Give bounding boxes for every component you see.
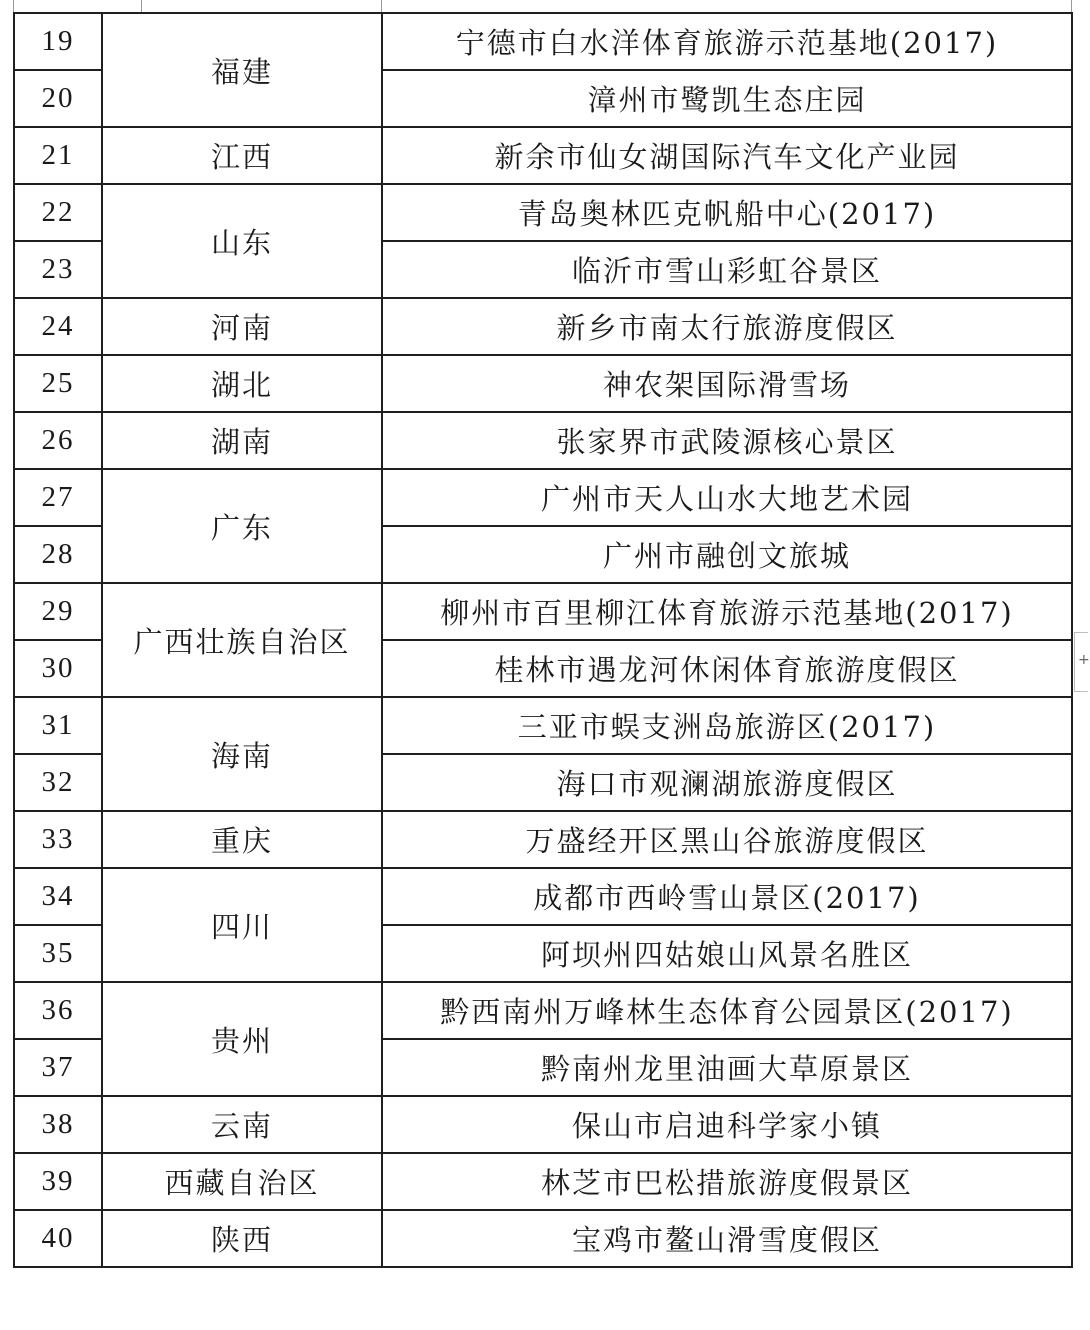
base-name-cell: 新余市仙女湖国际汽车文化产业园 — [382, 127, 1072, 184]
row-number-cell: 21 — [14, 127, 102, 184]
table-body — [14, 13, 1072, 1267]
table-resize-handle[interactable] — [1074, 632, 1088, 692]
base-name-cell: 张家界市武陵源核心景区 — [382, 412, 1072, 469]
row-number-cell: 37 — [14, 1039, 102, 1096]
base-name-cell: 保山市启迪科学家小镇 — [382, 1096, 1072, 1153]
province-cell: 河南 — [102, 298, 382, 355]
table-row — [14, 1210, 1072, 1267]
row-number-cell: 30 — [14, 640, 102, 697]
base-name-cell: 林芝市巴松措旅游度假景区 — [382, 1153, 1072, 1210]
base-name-cell: 三亚市蜈支洲岛旅游区(2017) — [382, 697, 1072, 754]
table-row — [14, 184, 1072, 241]
row-number-cell: 24 — [14, 298, 102, 355]
row-number-cell: 25 — [14, 355, 102, 412]
table-row — [14, 298, 1072, 355]
table-row — [14, 412, 1072, 469]
base-name-cell: 宁德市白水洋体育旅游示范基地(2017) — [382, 13, 1072, 70]
province-cell: 湖南 — [102, 412, 382, 469]
table-row — [14, 355, 1072, 412]
base-name-cell: 神农架国际滑雪场 — [382, 355, 1072, 412]
base-name-cell: 阿坝州四姑娘山风景名胜区 — [382, 925, 1072, 982]
row-number-cell: 40 — [14, 1210, 102, 1267]
row-number-cell: 36 — [14, 982, 102, 1039]
base-name-cell: 黔南州龙里油画大草原景区 — [382, 1039, 1072, 1096]
row-number-cell: 22 — [14, 184, 102, 241]
base-name-cell: 广州市天人山水大地艺术园 — [382, 469, 1072, 526]
province-cell: 贵州 — [102, 982, 382, 1096]
base-name-cell: 黔西南州万峰林生态体育公园景区(2017) — [382, 982, 1072, 1039]
add-row-icon[interactable]: + — [1078, 652, 1090, 668]
base-name-cell: 临沂市雪山彩虹谷景区 — [382, 241, 1072, 298]
table-row — [14, 1153, 1072, 1210]
table-row — [14, 127, 1072, 184]
province-cell: 广西壮族自治区 — [102, 583, 382, 697]
table-row — [14, 13, 1072, 70]
base-name-cell: 广州市融创文旅城 — [382, 526, 1072, 583]
province-cell: 江西 — [102, 127, 382, 184]
table-row — [14, 982, 1072, 1039]
base-list-table — [13, 12, 1073, 1268]
row-number-cell: 19 — [14, 13, 102, 70]
table-row — [14, 469, 1072, 526]
border-tick — [1071, 0, 1072, 12]
row-number-cell: 23 — [14, 241, 102, 298]
row-number-cell: 28 — [14, 526, 102, 583]
row-number-cell: 32 — [14, 754, 102, 811]
row-number-cell: 35 — [14, 925, 102, 982]
base-name-cell: 成都市西岭雪山景区(2017) — [382, 868, 1072, 925]
base-name-cell: 柳州市百里柳江体育旅游示范基地(2017) — [382, 583, 1072, 640]
base-name-cell: 万盛经开区黑山谷旅游度假区 — [382, 811, 1072, 868]
base-name-cell: 青岛奥林匹克帆船中心(2017) — [382, 184, 1072, 241]
province-cell: 西藏自治区 — [102, 1153, 382, 1210]
base-name-cell: 新乡市南太行旅游度假区 — [382, 298, 1072, 355]
province-cell: 陕西 — [102, 1210, 382, 1267]
border-tick — [381, 0, 382, 12]
table-row — [14, 1096, 1072, 1153]
border-tick — [141, 0, 142, 12]
row-number-cell: 33 — [14, 811, 102, 868]
province-cell: 湖北 — [102, 355, 382, 412]
province-cell: 四川 — [102, 868, 382, 982]
province-cell: 山东 — [102, 184, 382, 298]
row-number-cell: 29 — [14, 583, 102, 640]
table-row — [14, 583, 1072, 640]
row-number-cell: 31 — [14, 697, 102, 754]
base-name-cell: 宝鸡市鳌山滑雪度假区 — [382, 1210, 1072, 1267]
province-cell: 云南 — [102, 1096, 382, 1153]
base-name-cell: 桂林市遇龙河休闲体育旅游度假区 — [382, 640, 1072, 697]
base-name-cell: 漳州市鹭凯生态庄园 — [382, 70, 1072, 127]
province-cell: 重庆 — [102, 811, 382, 868]
row-number-cell: 26 — [14, 412, 102, 469]
province-cell: 广东 — [102, 469, 382, 583]
table-row — [14, 697, 1072, 754]
row-number-cell: 20 — [14, 70, 102, 127]
table-row — [14, 868, 1072, 925]
border-tick — [13, 0, 14, 12]
province-cell: 福建 — [102, 13, 382, 127]
province-cell: 海南 — [102, 697, 382, 811]
row-number-cell: 34 — [14, 868, 102, 925]
base-name-cell: 海口市观澜湖旅游度假区 — [382, 754, 1072, 811]
row-number-cell: 38 — [14, 1096, 102, 1153]
table-row — [14, 811, 1072, 868]
row-number-cell: 27 — [14, 469, 102, 526]
previous-page-border — [0, 0, 1088, 12]
row-number-cell: 39 — [14, 1153, 102, 1210]
